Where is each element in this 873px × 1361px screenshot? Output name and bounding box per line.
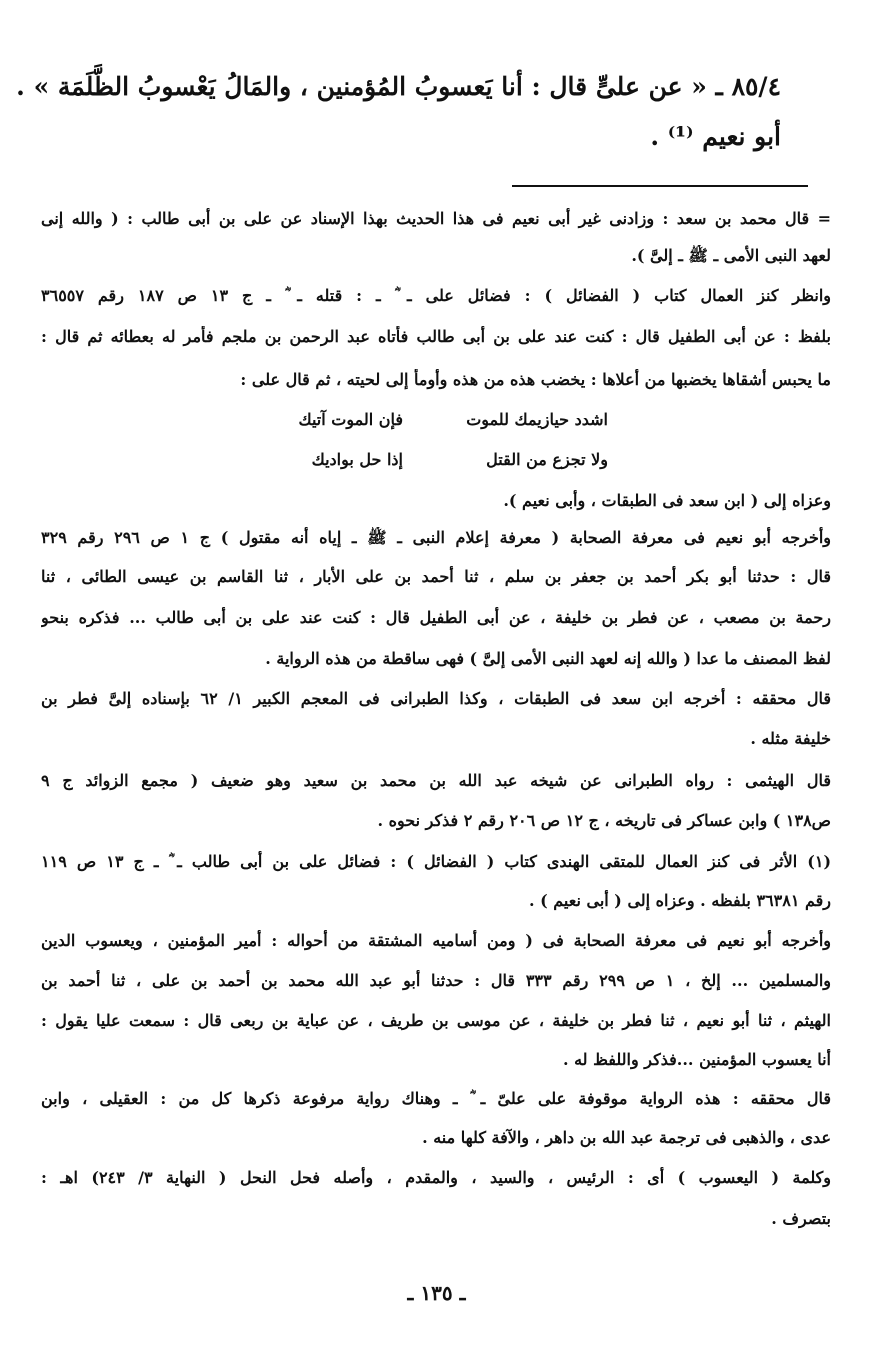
hadith-text: ٨٥/٤ ـ « عن علىٍّ قال : أنا يَعسوبُ المُؤمنين ، والمَالُ يَعْسوبُ الظَّلَمَة » .: [16, 72, 781, 101]
footnote-line: ما يحبس أشقاها يخضبها من أعلاها : يخضب هذه من هذه وأومأ إلى لحيته ، ثم قال على :: [240, 370, 831, 389]
footnote-line: قال : حدثنا أبو بكر أحمد بن جعفر بن سلم ، ثنا أحمد بن على الأبار ، ثنا القاسم بن عيسى الطائى ، ثنا: [41, 567, 831, 586]
footnote-line: قال محققه : هذه الرواية موقوفة على علىّ ـ ؓ ـ وهناك رواية مرفوعة ذكرها كل من : العقيلى ، وابن: [41, 1089, 831, 1108]
footnote-line: ص١٣٨ ) وابن عساكر فى تاريخه ، ج ١٢ ص ٢٠٦ رقم ٢ فذكر نحوه .: [377, 811, 831, 830]
footnote-line: بلفظ : عن أبى الطفيل قال : كنت عند على بن أبى طالب فأتاه عبد الرحمن بن ملجم فأمر له بعطائه ثم قال :: [41, 327, 831, 346]
footnote-line: قال محققه : أخرجه ابن سعد فى الطبقات ، وكذا الطبرانى فى المعجم الكبير ١/ ٦٢ بإسناده إلىَّ فطر بن: [41, 689, 831, 708]
footnote-line: الهيثم ، ثنا أبو نعيم ، ثنا فطر بن خليفة ، عن موسى بن طريف ، عن عباية بن ربعى قال : سمعت عليا يقول :: [41, 1011, 831, 1030]
hadith-source: أبو نعيم ⁽¹⁾ .: [650, 122, 781, 151]
footnote-line: رحمة بن مصعب ، عن فطر بن خليفة ، عن أبى الطفيل قال : كنت عند على بن أبى طالب ... فذكره بنحو: [41, 608, 831, 627]
footnote-line: لعهد النبى الأمى ـ ﷺ ـ إلىَّ ).: [631, 246, 831, 265]
footnote-line: بتصرف .: [771, 1209, 831, 1228]
footnote-line: (١) الأثر فى كنز العمال للمتقى الهندى كتاب ( الفضائل ) : فضائل على بن أبى طالب ـ ؓ ـ ج ١٣ ص ١١٩: [41, 852, 831, 871]
verse-hemistich: فإن الموت آتيك: [298, 410, 403, 429]
verse-hemistich: ولا تجزع من القتل: [486, 450, 608, 469]
footnote-line: وكلمة ( اليعسوب ) أى : الرئيس ، والسيد ، والمقدم ، وأصله فحل النحل ( النهاية ٣/ ٢٤٣) اهـ :: [41, 1168, 831, 1187]
footnote-line: خليفة مثله .: [750, 729, 831, 748]
footnote-line: وانظر كنز العمال كتاب ( الفضائل ) : فضائل على ـ ؓ ـ : قتله ـ ؓ ـ ج ١٣ ص ١٨٧ رقم ٣٦٥٥٧: [41, 286, 831, 305]
footnote-line: قال الهيثمى : رواه الطبرانى عن شيخه عبد الله بن محمد بن سعيد وهو ضعيف ( مجمع الزوائد ج ٩: [41, 771, 831, 790]
footnote-line: عدى ، والذهبى فى ترجمة عبد الله بن داهر ، والآفة كلها منه .: [422, 1128, 831, 1147]
footnote-line: رقم ٣٦٣٨١ بلفظه . وعزاه إلى ( أبى نعيم ) .: [529, 891, 831, 910]
footnote-line: وأخرجه أبو نعيم فى معرفة الصحابة ( معرفة إعلام النبى ـ ﷺ ـ إياه أنه مقتول ) ج ١ ص ٢٩٦ رقم ٣٢٩: [41, 528, 831, 547]
footnote-separator: [512, 185, 808, 187]
footnote-line: أنا يعسوب المؤمنين ...فذكر واللفظ له .: [562, 1050, 831, 1069]
verse-hemistich: إذا حل بواديك: [311, 450, 403, 469]
verse-hemistich: اشدد حيازيمك للموت: [466, 410, 608, 429]
footnote-line: لفظ المصنف ما عدا ( والله إنه لعهد النبى الأمى إلىَّ ) فهى ساقطة من هذه الرواية .: [265, 649, 831, 668]
footnote-line: وأخرجه أبو نعيم فى معرفة الصحابة فى ( ومن أساميه المشتقة من أحواله : أمير المؤمنين ، ويعسوب الدين: [41, 931, 831, 950]
footnote-line: وعزاه إلى ( ابن سعد فى الطبقات ، وأبى نعيم ).: [503, 491, 831, 510]
footnote-line: والمسلمين ... إلخ ، ١ ص ٢٩٩ رقم ٣٣٣ قال : حدثنا أبو عبد الله محمد بن أحمد بن على ، ثنا أحمد بن: [41, 971, 831, 990]
page-number: ـ ١٣٥ ـ: [407, 1281, 466, 1305]
footnote-line: = قال محمد بن سعد : وزادنى غير أبى نعيم فى هذا الحديث بهذا الإسناد عن على بن أبى طالب : ( والله إنى: [41, 209, 831, 228]
